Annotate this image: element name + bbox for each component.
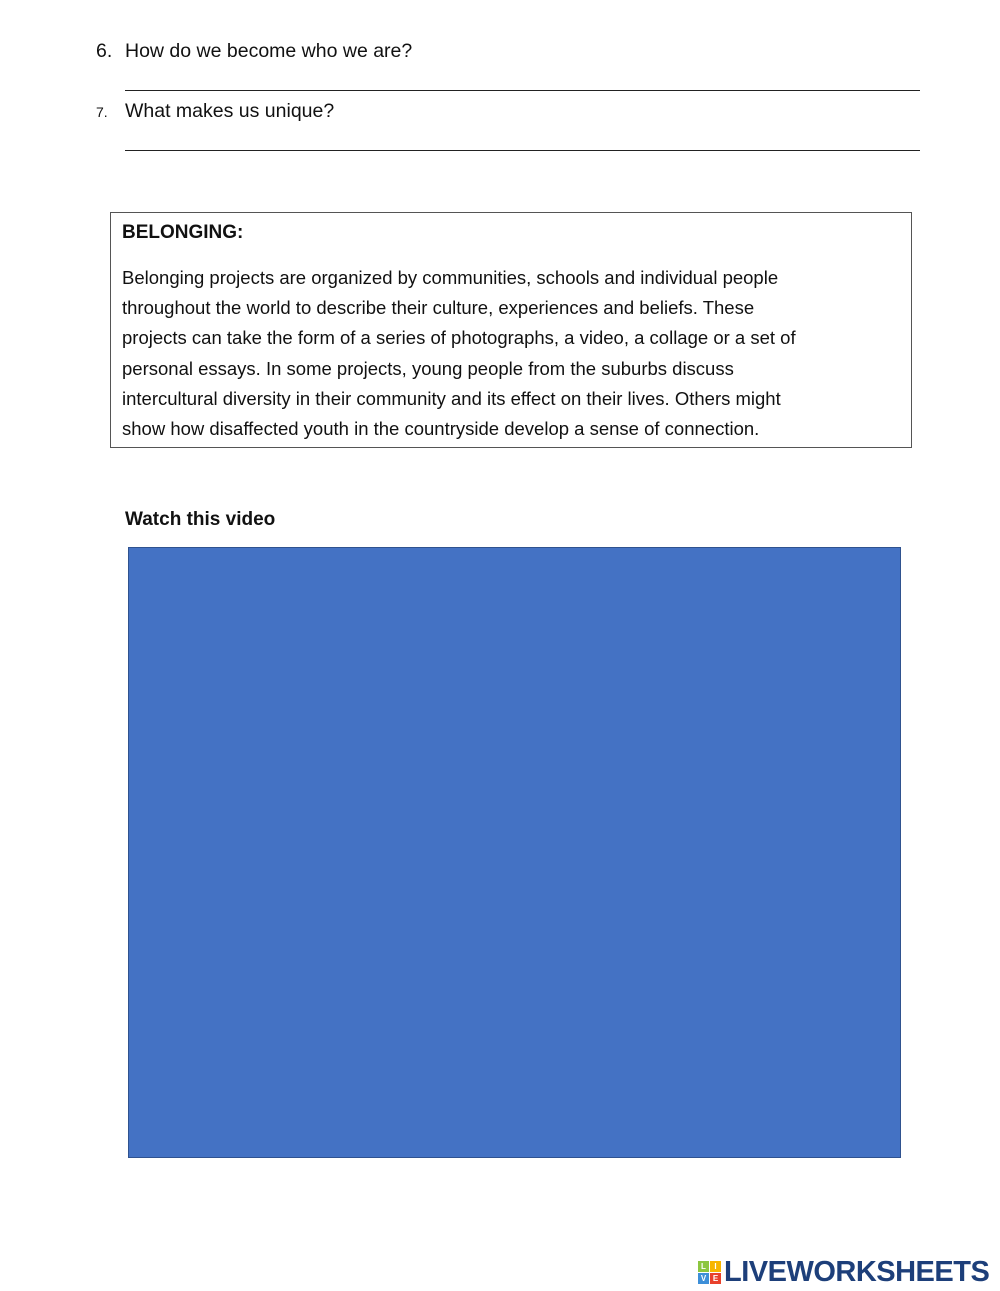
video-embed[interactable] [128, 547, 901, 1158]
belonging-title: BELONGING: [122, 222, 244, 243]
question-number: 6. [96, 40, 113, 62]
paragraph-line: intercultural diversity in their community and its effect on their lives. Others might [122, 387, 781, 409]
belonging-paragraph [122, 263, 796, 444]
logo-tile: L [698, 1261, 709, 1272]
question-text: How do we become who we are? [125, 40, 413, 62]
logo-text: LIVEWORKSHEETS [724, 1256, 990, 1288]
question-6 [96, 40, 412, 63]
video-label: Watch this video [125, 509, 276, 530]
logo-tiles-icon [698, 1261, 721, 1284]
paragraph-line: throughout the world to describe their culture, experiences and beliefs. These [122, 297, 755, 319]
belonging-box [110, 212, 912, 448]
question-7 [96, 100, 334, 123]
paragraph-line: projects can take the form of a series of photographs, a video, a collage or a set of [122, 327, 796, 349]
paragraph-line: personal essays. In some projects, young people from the suburbs discuss [122, 357, 734, 379]
logo-tile: I [710, 1261, 721, 1272]
paragraph-line: Belonging projects are organized by communities, schools and individual people [122, 267, 779, 288]
answer-line-6[interactable] [125, 90, 920, 91]
answer-line-7[interactable] [125, 150, 920, 151]
question-number: 7. [96, 104, 108, 120]
logo-tile: E [710, 1273, 721, 1284]
liveworksheets-logo [698, 1256, 989, 1289]
question-text: What makes us unique? [125, 100, 335, 122]
paragraph-line: show how disaffected youth in the countryside develop a sense of connection. [122, 418, 760, 440]
logo-tile: V [698, 1273, 709, 1284]
